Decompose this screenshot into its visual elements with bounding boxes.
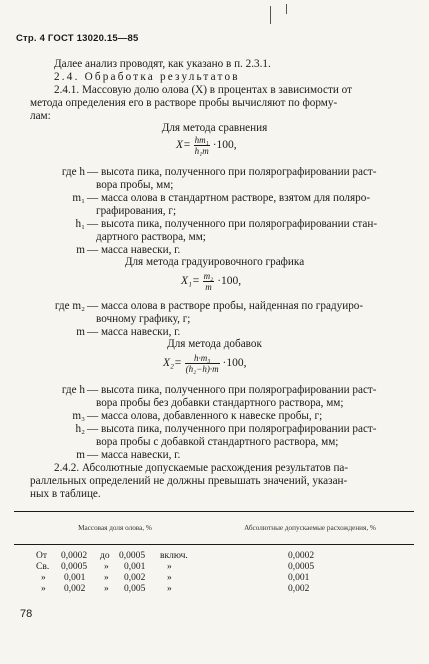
scan-mark	[286, 4, 287, 14]
cell-prefix: »	[41, 584, 46, 594]
cell-tolerance: 0,002	[288, 584, 310, 594]
table-header-mass-fraction: Массовая доля олова, %	[78, 524, 152, 532]
method-title: Для метода градуировочного графика	[124, 256, 305, 268]
formula-rhs: ·100,	[222, 357, 247, 370]
paragraph-line: 2.4.2. Абсолютные допускаемые расхождения результатов па-	[54, 462, 349, 474]
fraction-numerator: hm₁	[194, 135, 209, 145]
definition-text: — масса навески, г.	[87, 244, 181, 256]
cell-from: 0,002	[64, 584, 86, 594]
definition-text: дартного раствора, мм;	[96, 231, 206, 243]
paragraph-line: раллельных определений не должны превышать значений, указан-	[30, 475, 348, 487]
cell-prefix: Св.	[36, 562, 50, 572]
cell-from: 0,0005	[61, 562, 88, 572]
definition-text: — масса навески, г.	[87, 326, 181, 338]
formula-comparison	[176, 135, 237, 156]
formula-lhs: X₂=	[163, 357, 182, 370]
definition-symbol: m	[76, 449, 85, 461]
cell-to-word: »	[104, 573, 109, 583]
paragraph-line: метода определения его в растворе пробы вычисляют по форму-	[30, 97, 338, 109]
paragraph-line: ных в таблице.	[30, 488, 101, 500]
running-header: Стр. 4 ГОСТ 13020.15—85	[16, 33, 139, 44]
formula-lhs: X=	[176, 139, 191, 152]
definition-text: — масса олова в стандартном растворе, взятом для поляро-	[87, 192, 371, 204]
definition-symbol: где h	[61, 166, 85, 178]
formula-additions	[163, 353, 246, 374]
cell-incl: »	[167, 562, 172, 572]
formula-lhs: X₁=	[181, 275, 200, 288]
formula-fraction	[203, 271, 215, 292]
definition-text: вочному графику, г;	[96, 313, 191, 325]
definition-symbol: где m₂	[54, 300, 85, 312]
table-top-rule	[14, 511, 414, 512]
definition-symbol: m	[76, 326, 85, 338]
cell-to: 0,002	[124, 573, 146, 583]
cell-from: 0,001	[64, 573, 86, 583]
fraction-denominator: h₁m	[194, 146, 209, 156]
table-header-rule	[14, 544, 414, 545]
definition-symbol: где h	[61, 384, 85, 396]
definition-text: вора пробы, мм;	[96, 179, 174, 191]
definition-text: вора пробы без добавки стандартного раствора, мм;	[96, 397, 344, 409]
formula-calibration	[181, 271, 241, 292]
formula-fraction	[194, 135, 210, 156]
definition-symbol: h₂	[75, 423, 85, 435]
definition-text: — масса навески, г.	[87, 449, 181, 461]
definition-symbol: m₃	[72, 410, 85, 422]
method-title: Для метода добавок	[167, 338, 262, 350]
paragraph: Далее анализ проводят, как указано в п. 2.3.1.	[54, 58, 271, 70]
cell-prefix: »	[41, 573, 46, 583]
definition-text: вора пробы с добавкой стандартного раствора, мм;	[96, 436, 339, 448]
cell-tolerance: 0,0002	[288, 551, 315, 561]
definition-text: — масса олова в растворе пробы, найденная по градуиро-	[87, 300, 364, 312]
definition-text: — масса олова, добавленного к навеске пробы, г;	[87, 410, 323, 422]
definition-symbol: m₁	[72, 192, 85, 204]
definition-text: графирования, г;	[96, 205, 177, 217]
cell-tolerance: 0,001	[288, 573, 310, 583]
definition-text: — высота пика, полученного при полярографировании раст-	[87, 166, 377, 178]
definition-text: — высота пика, полученного при полярографировании раст-	[87, 384, 377, 396]
cell-to: 0,001	[124, 562, 146, 572]
section-heading: 2.4. Обработка результатов	[54, 71, 240, 83]
fraction-numerator: h·m₃	[185, 353, 220, 364]
definition-text: — высота пика, полученного при полярографировании раст-	[87, 423, 377, 435]
paragraph-line: 2.4.1. Массовую долю олова (X) в процентах в зависимости от	[54, 84, 352, 96]
cell-tolerance: 0,0005	[288, 562, 315, 572]
page-number: 78	[20, 608, 33, 620]
table-header-tolerance: Абсолютные допускаемые расхождения, %	[244, 524, 376, 532]
cell-to: 0,0005	[119, 551, 146, 561]
fraction-numerator: m₂	[203, 271, 214, 281]
method-title: Для метода сравнения	[161, 122, 268, 134]
scan-mark	[270, 6, 271, 24]
paragraph-line: лам:	[30, 110, 51, 122]
formula-rhs: ·100,	[217, 275, 242, 288]
cell-from: 0,0002	[61, 551, 88, 561]
formula-rhs: ·100,	[212, 139, 237, 152]
cell-prefix: От	[36, 551, 48, 561]
cell-incl: включ.	[160, 551, 188, 561]
formula-fraction	[185, 353, 220, 374]
fraction-denominator: (h₂−h)·m	[185, 364, 219, 374]
cell-incl: »	[167, 584, 172, 594]
definition-text: — высота пика, полученного при полярографировании стан-	[87, 218, 378, 230]
definition-symbol: h₁	[75, 218, 85, 230]
fraction-denominator: m	[205, 282, 212, 292]
cell-to-word: до	[100, 551, 110, 561]
cell-to-word: »	[104, 562, 109, 572]
cell-incl: »	[167, 573, 172, 583]
definition-symbol: m	[76, 244, 85, 256]
cell-to: 0,005	[124, 584, 146, 594]
cell-to-word: »	[104, 584, 109, 594]
